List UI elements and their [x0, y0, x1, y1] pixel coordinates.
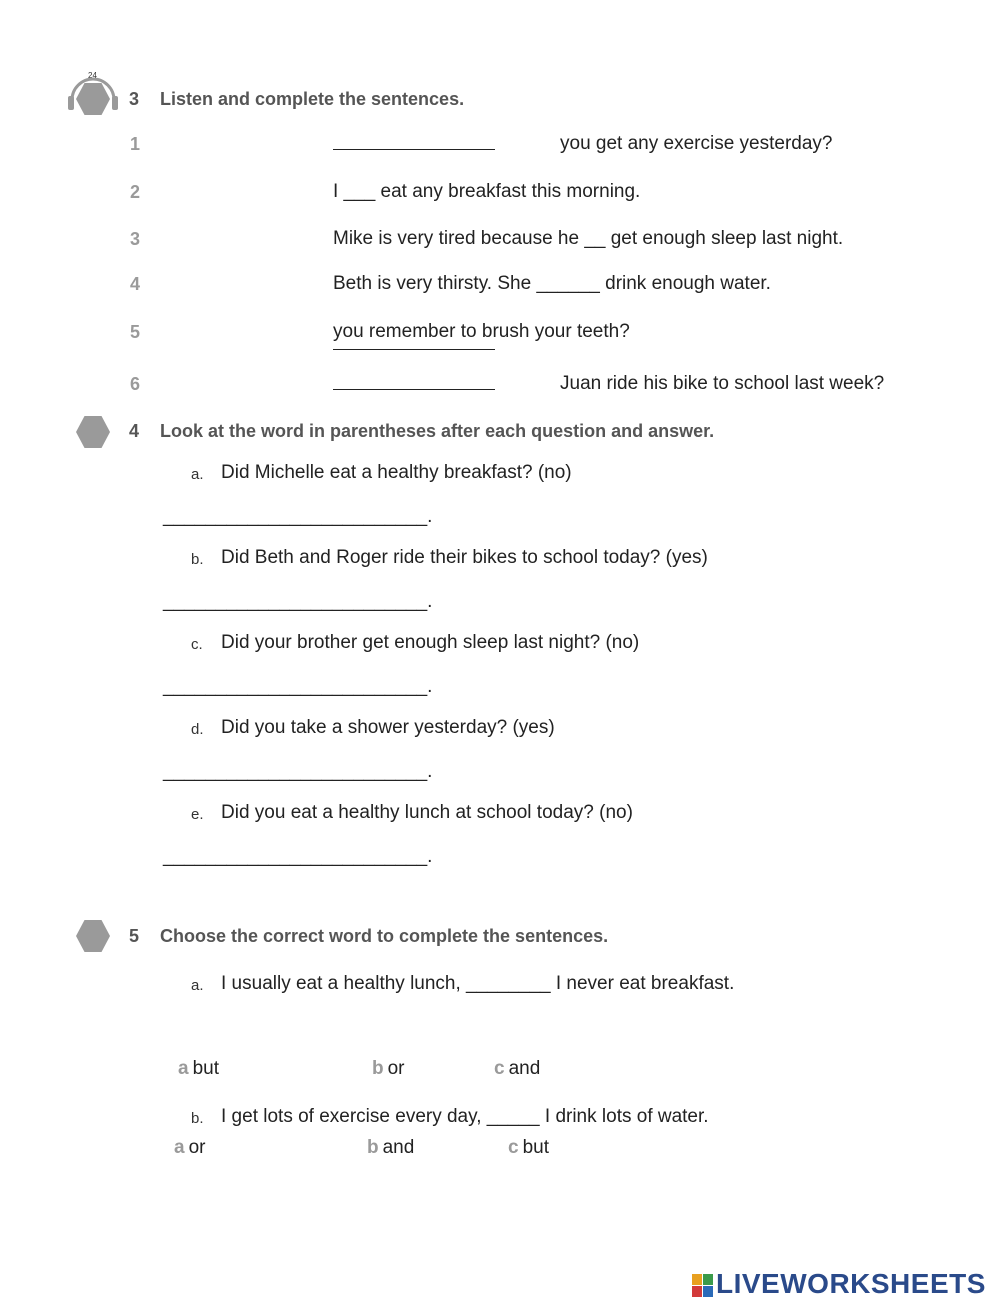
question-text: Did Beth and Roger ride their bikes to school today? (yes) — [221, 547, 708, 568]
answer-line[interactable]: _________________________. — [163, 676, 433, 697]
question-letter: a. — [191, 977, 204, 994]
option-c[interactable] — [508, 1137, 549, 1159]
sentence-text: Beth is very thirsty. She ______ drink enough water. — [333, 273, 771, 294]
option-word: and — [508, 1058, 541, 1079]
option-word: but — [192, 1058, 219, 1079]
section-5-number: 5 — [129, 926, 140, 946]
section-3-title: Listen and complete the sentences. — [160, 89, 465, 109]
option-b[interactable] — [372, 1058, 405, 1080]
item-number: 6 — [130, 374, 141, 394]
question-text: Did Michelle eat a healthy breakfast? (no) — [221, 462, 572, 483]
option-label: b — [372, 1058, 384, 1079]
answer-line[interactable]: _________________________. — [163, 591, 433, 612]
option-label: c — [494, 1058, 505, 1079]
option-c[interactable] — [494, 1058, 540, 1080]
liveworksheets-logo: LIVEWORKSHEETS — [716, 1268, 986, 1299]
question-letter: b. — [191, 551, 204, 568]
option-b[interactable] — [367, 1137, 414, 1159]
sentence-text: Mike is very tired because he __ get enough sleep last night. — [333, 228, 844, 249]
option-label: c — [508, 1137, 519, 1158]
question-text: Did you take a shower yesterday? (yes) — [221, 717, 555, 738]
option-word: or — [188, 1137, 206, 1158]
option-label: b — [367, 1137, 379, 1158]
sentence-text: Juan ride his bike to school last week? — [560, 373, 885, 394]
question-text: Did your brother get enough sleep last night? (no) — [221, 632, 640, 653]
liveworksheets-logo-icon — [692, 1274, 714, 1296]
option-word: or — [387, 1058, 405, 1079]
question-text: Did you eat a healthy lunch at school today? (no) — [221, 802, 633, 823]
question-letter: c. — [191, 636, 203, 653]
question-text: I usually eat a healthy lunch, ________ I never eat breakfast. — [221, 973, 735, 994]
item-number: 5 — [130, 322, 141, 342]
question-letter: e. — [191, 806, 204, 823]
section-4-hex-icon — [76, 415, 110, 449]
section-4-number: 4 — [129, 421, 140, 441]
item-number: 1 — [130, 134, 141, 154]
item-number: 2 — [130, 182, 141, 202]
question-letter: d. — [191, 721, 204, 738]
sentence-text: I ___ eat any breakfast this morning. — [333, 181, 641, 202]
fill-blank-6[interactable] — [333, 389, 495, 390]
question-letter: b. — [191, 1110, 204, 1127]
answer-line[interactable]: _________________________. — [163, 761, 433, 782]
section-5-title: Choose the correct word to complete the sentences. — [160, 926, 609, 946]
sentence-text: you get any exercise yesterday? — [560, 133, 833, 154]
option-label: a — [174, 1137, 185, 1158]
option-word: and — [382, 1137, 415, 1158]
option-label: a — [178, 1058, 189, 1079]
item-number: 3 — [130, 229, 141, 249]
section-5-hex-icon — [76, 919, 110, 953]
item-number: 4 — [130, 274, 141, 294]
track-number: 24 — [88, 71, 97, 80]
sentence-text: you remember to brush your teeth? — [333, 321, 630, 342]
fill-blank-1[interactable] — [333, 149, 495, 150]
option-word: but — [522, 1137, 549, 1158]
option-a[interactable] — [174, 1137, 205, 1159]
question-text: I get lots of exercise every day, _____ I drink lots of water. — [221, 1106, 709, 1127]
section-4-title: Look at the word in parentheses after each question and answer. — [160, 421, 715, 441]
fill-blank-5[interactable] — [333, 349, 495, 350]
option-a[interactable] — [178, 1058, 219, 1080]
section-3-number: 3 — [129, 89, 140, 109]
question-letter: a. — [191, 466, 204, 483]
answer-line[interactable]: _________________________. — [163, 506, 433, 527]
answer-line[interactable]: _________________________. — [163, 846, 433, 867]
